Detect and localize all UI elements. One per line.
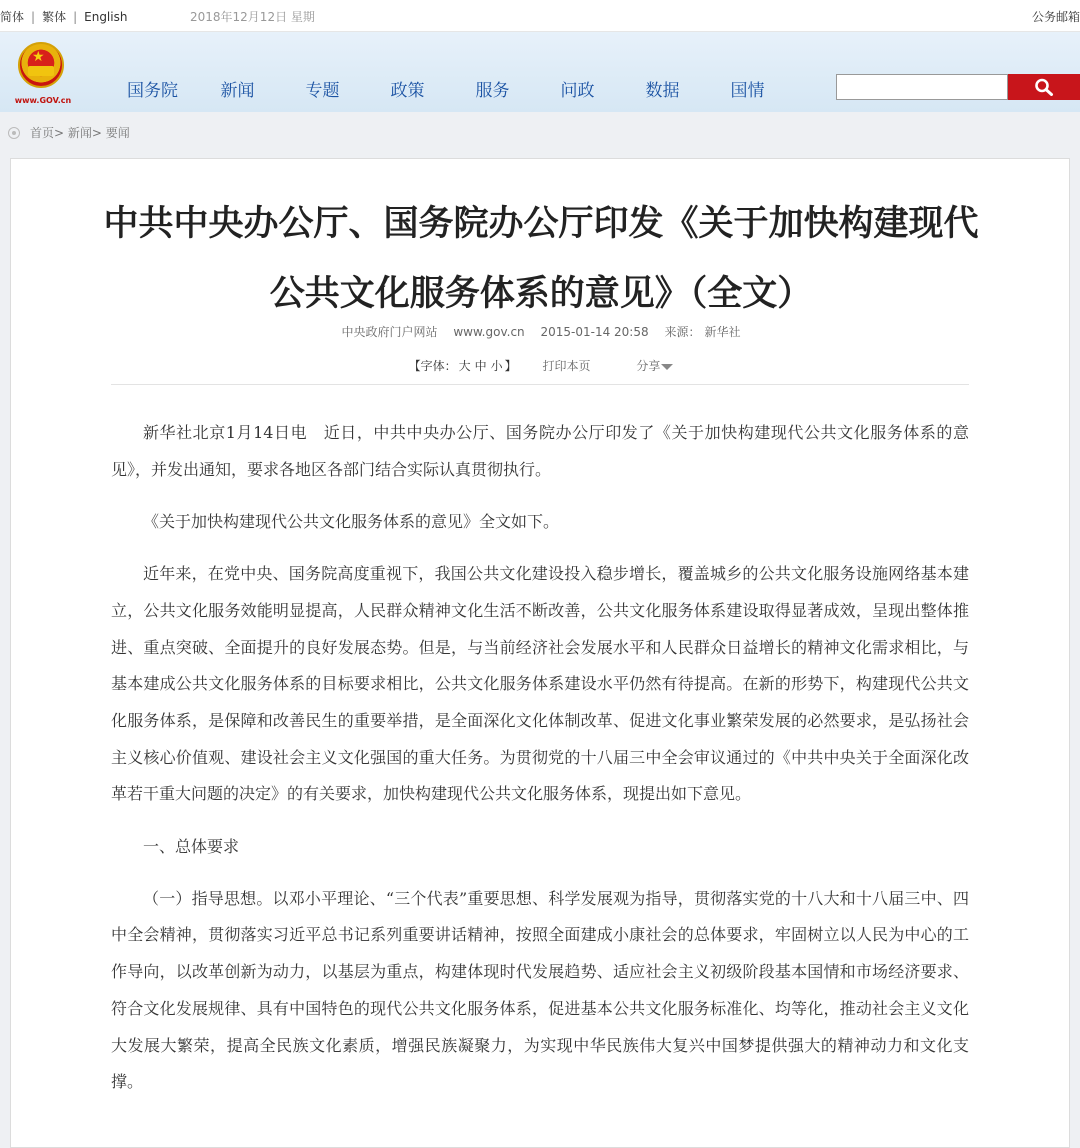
font-size-bracket: 】 <box>504 359 517 373</box>
article-paragraph: 新华社北京1月14日电 近日，中共中央办公厅、国务院办公厅印发了《关于加快构建现代公共文化服务体系的意见》，并发出通知，要求各地区各部门结合实际认真贯彻执行。 <box>111 423 969 479</box>
main-nav <box>110 76 790 101</box>
article-origin <box>664 325 740 339</box>
title-divider <box>111 384 969 385</box>
language-switcher <box>0 8 127 25</box>
nav-item-services[interactable]: 服务 <box>475 81 510 101</box>
top-utility-bar <box>0 0 1080 32</box>
article-tools <box>11 357 1071 374</box>
national-emblem-logo[interactable] <box>12 42 74 106</box>
article-paragraph: 近年来，在党中央、国务院高度重视下，我国公共文化建设投入稳步增长，覆盖城乡的公共文化服务设施网络基本建立，公共文化服务效能明显提高，人民群众精神文化生活不断改善，公共文化服务体系建设取得显著成效，呈现出整体推进、重点突破、全面提升的良好发展态势。但是，与当前经济社会发展水平和人民群众日益增长的精神文化需求相比，与基本建成公共文化服务体系的目标要求相比，公共文化服务体系建设水平仍然有待提高。在新的形势下，构建现代公共文化服务体系，是保障和改善民生的重要举措，是全面深化文化体制改革、促进文化事业繁荣发展的必然要求，是弘扬社会主义核心价值观、建设社会主义文化强国的重大任务。为贯彻党的十八届三中全会审议通过的《中共中央关于全面深化改革若干重大问题的决定》的有关要求，加快构建现代公共文化服务体系，现提出如下意见。 <box>111 564 969 804</box>
nav-item-news[interactable]: 新闻 <box>220 81 255 101</box>
site-search <box>836 74 1080 100</box>
font-size-control <box>409 359 517 373</box>
nav-item-policy[interactable]: 政策 <box>390 81 425 101</box>
current-date: 2018年12月12日 星期 <box>190 10 315 24</box>
font-size-medium-button[interactable]: 中 <box>474 359 487 373</box>
location-icon <box>8 127 20 139</box>
origin-label: 来源： <box>664 325 701 339</box>
nav-item-data[interactable]: 数据 <box>645 81 680 101</box>
nav-item-national-info[interactable]: 国情 <box>730 81 765 101</box>
article-card <box>10 158 1070 1148</box>
breadcrumb-separator: > <box>54 125 68 140</box>
breadcrumb-news[interactable]: 新闻 <box>67 126 92 140</box>
star-icon: ★ <box>32 49 45 65</box>
site-header <box>0 32 1080 112</box>
search-input[interactable] <box>836 74 1008 100</box>
nav-item-state-council[interactable]: 国务院 <box>127 81 178 101</box>
lang-separator: | <box>73 9 78 24</box>
article-datetime: 2015-01-14 20:58 <box>540 325 649 339</box>
article-title-line-2: 公共文化服务体系的意见》（全文） <box>269 274 813 314</box>
lang-english-link[interactable]: English <box>84 9 128 24</box>
logo-site-text: www.GOV.cn <box>14 96 72 105</box>
article-source: 中央政府门户网站 <box>341 325 438 339</box>
nav-item-inquiry[interactable]: 问政 <box>560 81 595 101</box>
chevron-down-icon <box>661 364 673 370</box>
breadcrumb-separator: > <box>91 125 106 140</box>
search-button[interactable] <box>1008 74 1080 100</box>
article-title-line-1: 中共中央办公厅、国务院办公厅印发《关于加快构建现代 <box>103 204 979 244</box>
official-mail-link[interactable]: 公务邮箱 <box>1031 10 1080 24</box>
breadcrumb <box>8 124 130 141</box>
article-site: www.gov.cn <box>453 325 525 339</box>
article-title <box>11 189 1071 329</box>
breadcrumb-headlines[interactable]: 要闻 <box>105 126 130 140</box>
print-page-link[interactable]: 打印本页 <box>542 359 591 373</box>
share-label: 分享 <box>636 359 661 373</box>
breadcrumb-home[interactable]: 首页 <box>30 126 55 140</box>
font-size-small-button[interactable]: 小 <box>490 359 503 373</box>
nav-item-topics[interactable]: 专题 <box>305 81 340 101</box>
lang-separator: | <box>31 9 36 24</box>
article-meta <box>11 323 1071 340</box>
section-heading: 一、总体要求 <box>143 836 240 856</box>
lang-traditional-link[interactable]: 繁体 <box>42 10 67 24</box>
lang-simplified-link[interactable]: 简体 <box>0 10 25 24</box>
article-paragraph: 《关于加快构建现代公共文化服务体系的意见》全文如下。 <box>143 511 560 531</box>
origin-value: 新华社 <box>704 325 741 339</box>
article-paragraph: （一）指导思想。以邓小平理论、“三个代表”重要思想、科学发展观为指导，贯彻落实党的十八大和十八届三中、四中全会精神，贯彻落实习近平总书记系列重要讲话精神，按照全面建成小康社会的总体要求，牢固树立以人民为中心的工作导向，以改革创新为动力，以基层为重点，构建体现时代发展趋势、适应社会主义初级阶段基本国情和市场经济要求、符合文化发展规律、具有中国特色的现代公共文化服务体系，促进基本公共文化服务标准化、均等化，推动社会主义文化大发展大繁荣，提高全民族文化素质，增强民族凝聚力，为实现中华民族伟大复兴中国梦提供强大的精神动力和文化支撑。 <box>111 888 969 1092</box>
search-icon <box>1034 78 1054 96</box>
article-body <box>111 415 969 1116</box>
tiananmen-icon <box>28 66 54 76</box>
font-size-label: 【字体： <box>408 359 457 373</box>
share-button[interactable] <box>636 359 673 373</box>
font-size-large-button[interactable]: 大 <box>458 359 471 373</box>
